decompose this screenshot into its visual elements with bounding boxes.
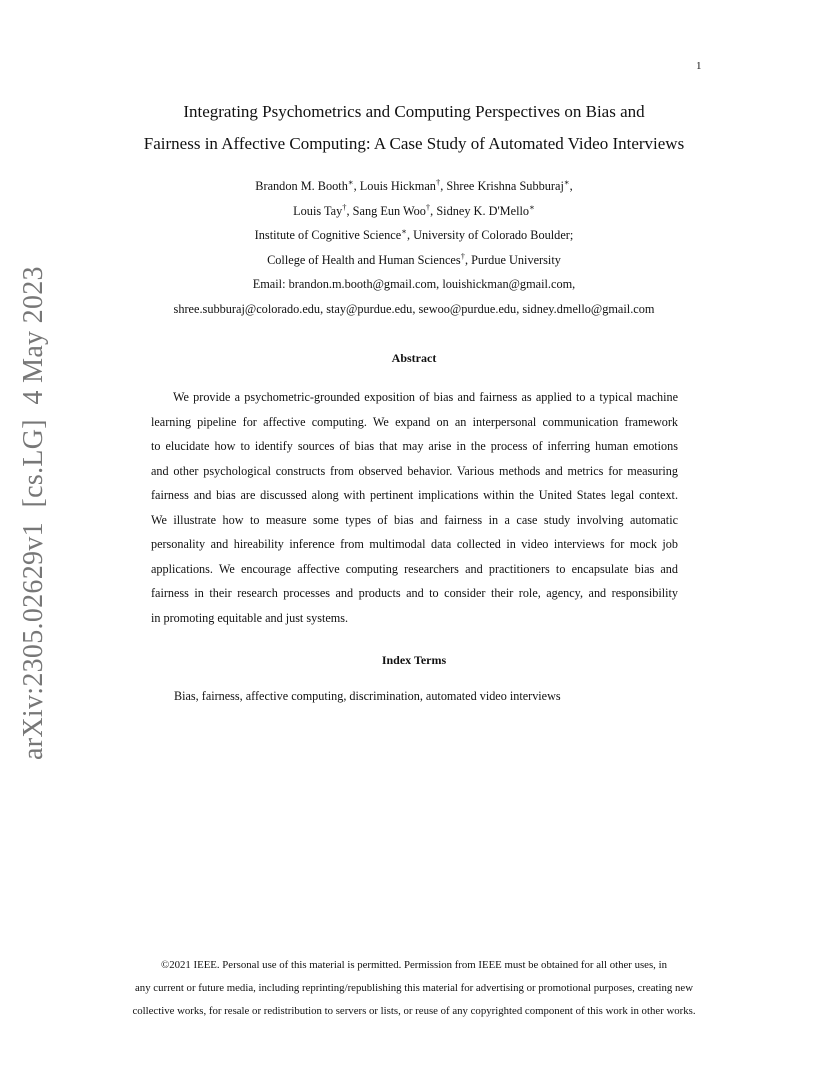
author-name: Louis Tay bbox=[293, 203, 343, 218]
affiliation-mark: † bbox=[435, 176, 441, 187]
affiliation-name: University of Colorado Boulder; bbox=[413, 228, 574, 242]
author-name: Sidney K. D'Mello bbox=[436, 203, 530, 218]
index-terms-heading: Index Terms bbox=[381, 653, 447, 667]
affiliation-name: College of Health and Human Sciences bbox=[267, 252, 461, 267]
author-name: Shree Krishna Subburaj bbox=[446, 179, 564, 193]
email-line: Email: brandon.m.booth@gmail.com, louishickman@gmail.com, bbox=[252, 277, 576, 291]
affiliation-line: College of Health and Human Sciences†, Purdue University bbox=[267, 250, 561, 267]
abstract-line: fairness and bias are discussed along with pertinent implications within the United States legal context. bbox=[151, 488, 678, 502]
abstract-line: and other psychological constructs from observed behavior. Various methods and metrics for measuring bbox=[151, 463, 678, 478]
title-line: Integrating Psychometrics and Computing Perspectives on Bias and bbox=[183, 102, 645, 121]
affiliation-mark: † bbox=[342, 201, 347, 212]
abstract-line: learning pipeline for affective computing. We expand on an interpersonal communication framework bbox=[151, 414, 678, 429]
abstract-body bbox=[151, 385, 678, 630]
author-name: Louis Hickman bbox=[359, 179, 436, 193]
paper-title bbox=[100, 96, 728, 160]
affiliation-mark: ∗ bbox=[563, 176, 570, 187]
author-name: Brandon M. Booth bbox=[255, 179, 348, 193]
abstract-heading: Abstract bbox=[391, 351, 437, 365]
arxiv-side-stamp: arXiv:2305.02629v1 [cs.LG] 4 May 2023 bbox=[18, 266, 49, 760]
author-line: Louis Tay†, Sang Eun Woo†, Sidney K. D'Mello∗ bbox=[293, 201, 535, 218]
affiliation-mark: ∗ bbox=[529, 201, 535, 212]
affiliation-name: Purdue University bbox=[471, 252, 561, 267]
title-line: Fairness in Affective Computing: A Case Study of Automated Video Interviews bbox=[143, 134, 685, 153]
author-name: Sang Eun Woo bbox=[352, 203, 426, 218]
copyright-line: any current or future media, including reprinting/republishing this material for advertising or promotional purposes, creating new bbox=[135, 982, 693, 994]
abstract-line: personality and hireability inference from multimodal data collected in video interviews for mock job bbox=[151, 537, 678, 551]
abstract-line: applications. We encourage affective computing researchers and practitioners to encapsulate bias and bbox=[151, 561, 678, 576]
affiliation-mark: † bbox=[460, 250, 465, 261]
author-line: Brandon M. Booth∗, Louis Hickman†, Shree Krishna Subburaj∗, bbox=[255, 176, 573, 193]
copyright-line: ©2021 IEEE. Personal use of this material is permitted. Permission from IEEE must be obtained for all other uses, in bbox=[161, 959, 667, 971]
index-terms-text: Bias, fairness, affective computing, discrimination, automated video interviews bbox=[174, 689, 561, 703]
abstract-line: We illustrate how to measure some types of bias and fairness in a case study involving automatic bbox=[151, 512, 678, 527]
abstract-line: to elucidate how to identify sources of bias that may arise in the process of inferring human emotions bbox=[151, 439, 678, 453]
affiliation-line: Institute of Cognitive Science∗, University of Colorado Boulder; bbox=[254, 225, 574, 242]
page-number: 1 bbox=[696, 60, 702, 72]
copyright-notice bbox=[100, 954, 728, 1023]
copyright-line: collective works, for resale or redistribution to servers or lists, or reuse of any copyrighted component of this work in other works. bbox=[132, 1005, 696, 1017]
author-block bbox=[100, 174, 728, 321]
email-line: shree.subburaj@colorado.edu, stay@purdue.edu, sewoo@purdue.edu, sidney.dmello@gmail.com bbox=[173, 301, 655, 316]
affiliation-mark: ∗ bbox=[401, 225, 407, 236]
abstract-line: fairness in their research processes and products and to consider their role, agency, and responsibility bbox=[151, 586, 678, 600]
abstract-line: We provide a psychometric-grounded exposition of bias and fairness as applied to a typical machine bbox=[173, 390, 678, 404]
abstract-line: in promoting equitable and just systems. bbox=[151, 610, 349, 625]
affiliation-mark: † bbox=[425, 201, 431, 212]
affiliation-mark: ∗ bbox=[347, 176, 354, 187]
affiliation-name: Institute of Cognitive Science bbox=[254, 228, 402, 242]
